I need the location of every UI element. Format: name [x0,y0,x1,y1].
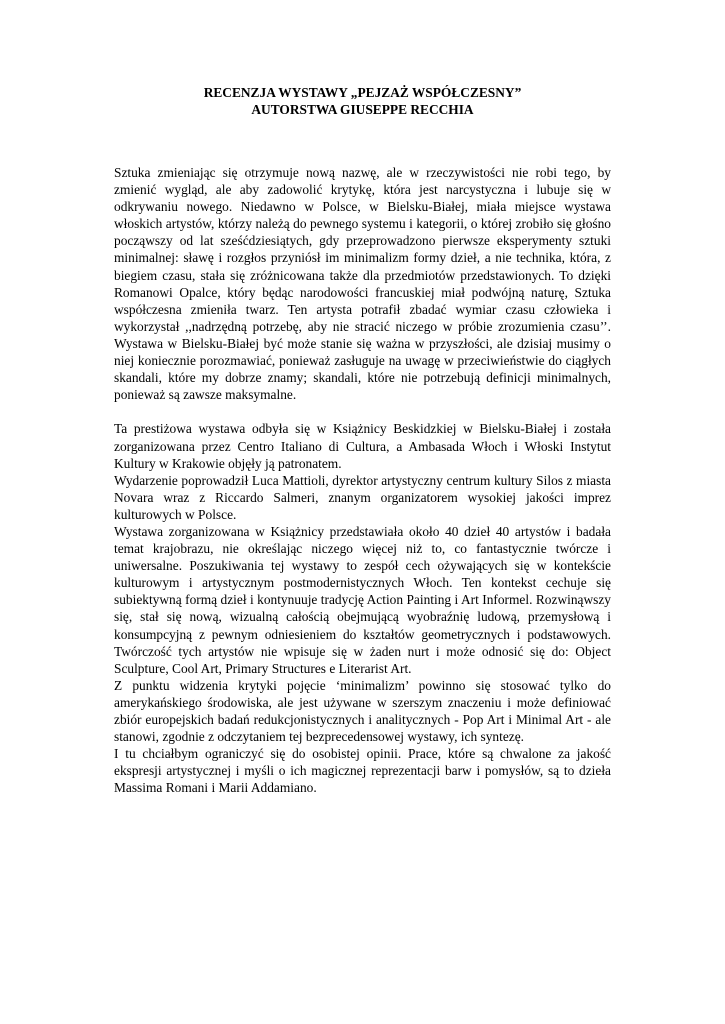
title-line-2: AUTORSTWA GIUSEPPE RECCHIA [251,102,474,117]
paragraph-4: Wystawa zorganizowana w Książnicy przedstawiała około 40 dzieł 40 artystów i badała temat krajobrazu, nie określając niczego więcej niż to, co fantastycznie twórcze i uniwersalne. Poszukiwania tej wystawy to zespół cech ożywających się w kontekście kulturowym i artystycznym postmodernistycznych Włoch. Ten kontekst cechuje się subiektywną formą dzieł i kontynuuje tradycję Action Painting i Art Informel. Rozwinąwszy się, stał się nową, wizualną całością obejmującą wyobraźnię ludową, przemysłową i konsumpcyjną z pewnym odniesieniem do kształtów geometrycznych i podstawowych. Twórczość tych artystów nie wpisuje się w żaden nurt i może odnosić się do: Object Sculpture, Cool Art, Primary Structures e Literarist Art. [114,523,611,676]
paragraph-3: Wydarzenie poprowadził Luca Mattioli, dyrektor artystyczny centrum kultury Silos z miasta Novara wraz z Riccardo Salmeri, znanym organizatorem wysokiej jakości imprez kulturowych w Polsce. [114,472,611,522]
paragraph-1: Sztuka zmieniając się otrzymuje nową nazwę, ale w rzeczywistości nie robi tego, by zmienić wygląd, ale aby zadowolić krytykę, która jest narcystyczna i lubuje się w odkrywaniu nowego. Niedawno w Polsce, w Bielsku-Białej, miała miejsce wystawa włoskich artystów, którzy należą do pewnego systemu i kategorii, o której zrobiło się głośno począwszy od lat sześćdziesiątych, gdy przeprowadzono pierwsze eksperymenty sztuki minimalnej: sławę i rozgłos przyniósł im minimalizm formy dzieł, a nie technika, która, z biegiem czasu, stała się zróżnicowana także dla przedmiotów przedstawionych. To dzięki Romanowi Opalce, który będąc narodowości francuskiej miał podwójną naturę, Sztuka współczesna zmieniła twarz. Ten artysta potrafił zbadać wymiar czasu człowieka i wykorzystał ,,nadrzędną potrzebę, aby nie stracić niczego w próbie zrozumienia czasu’’. Wystawa w Bielsku-Białej być może stanie się ważna w przyszłości, ale dzisiaj musimy o niej koniecznie porozmawiać, ponieważ zasługuje na uwagę w przeciwieństwie do ciągłych skandali, które my dobrze znamy; skandali, które nie potrzebują definicji minimalnych, ponieważ są zawsze maksymalne. [114,165,611,403]
paragraph-5: Z punktu widzenia krytyki pojęcie ‘minimalizm’ powinno się stosować tylko do amerykańskiego środowiska, ale jest używane w szerszym znaczeniu i może definiować zbiór europejskich badań redukcjonistycznych i analitycznych - Pop Art i Minimal Art - ale stanowi, zgodnie z odczytaniem tej bezprecedensowej wystawy, ich syntezę. [114,677,611,745]
paragraph-6: I tu chciałbym ograniczyć się do osobistej opinii. Prace, które są chwalone za jakość ekspresji artystycznej i myśli o ich magicznej reprezentacji barw i pomysłów, są to dzieła Massima Romani i Marii Addamiano. [114,746,611,796]
document-body [114,164,611,796]
title-line-1: RECENZJA WYSTAWY „PEJZAŻ WSPÓŁCZESNY” [203,85,522,100]
document-title [0,84,725,118]
paragraph-2: Ta prestiżowa wystawa odbyła się w Książnicy Beskidzkiej w Bielsku-Białej i została zorganizowana przez Centro Italiano di Cultura, a Ambasada Włoch i Włoski Instytut Kultury w Krakowie objęły ją patronatem. [114,421,611,471]
